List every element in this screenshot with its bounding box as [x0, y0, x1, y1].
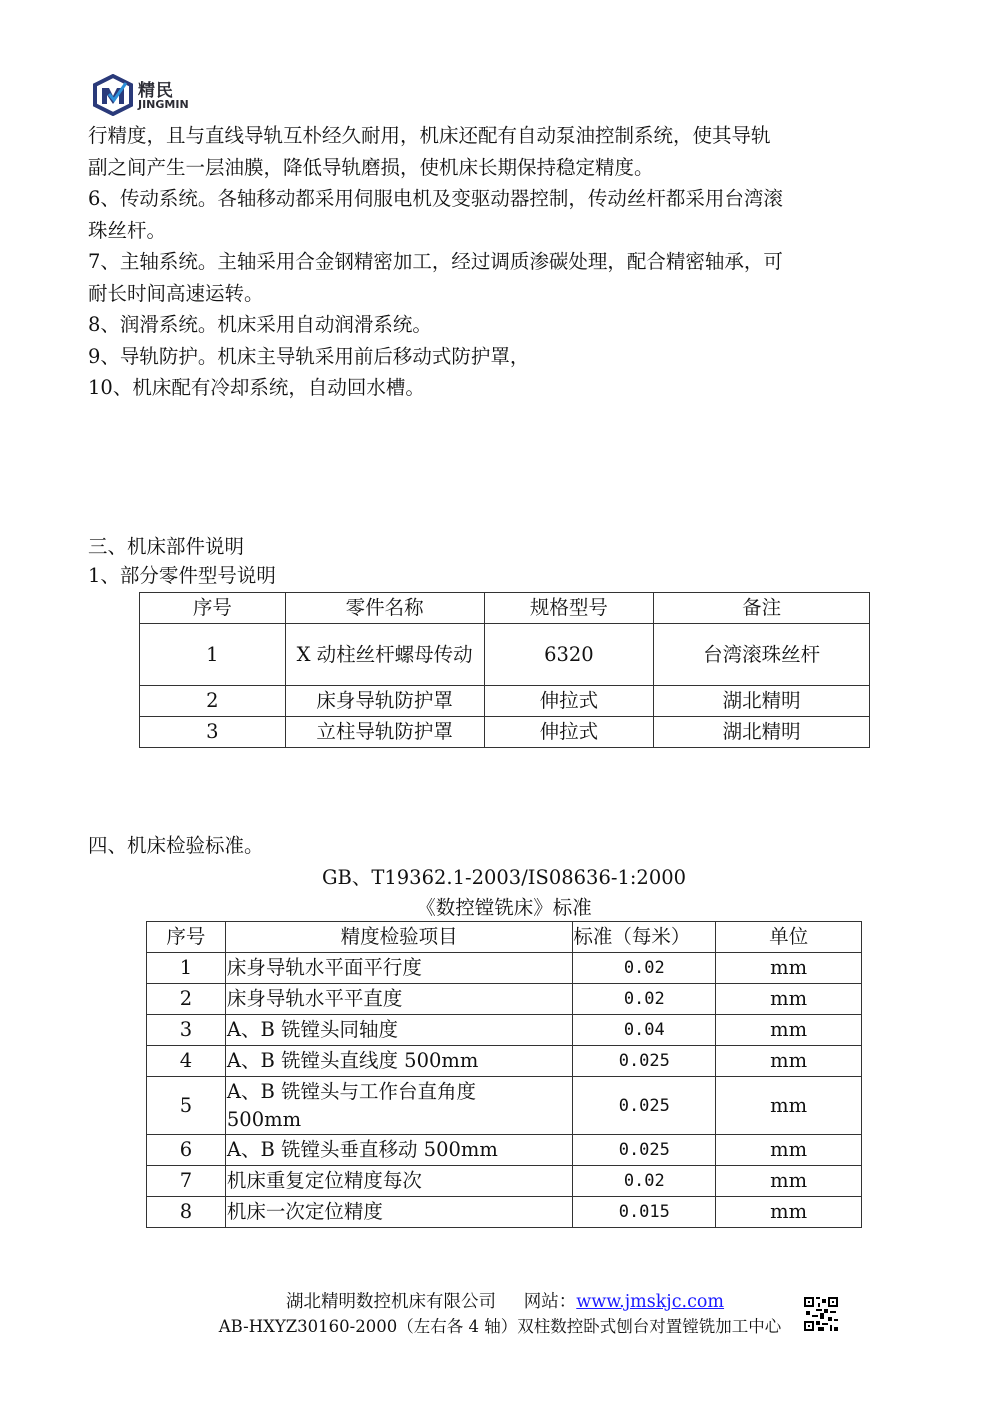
- table-row: [140, 686, 870, 717]
- cell-item: A、B 铣镗头直线度 500mm: [225, 1046, 573, 1077]
- cell-index: 7: [147, 1166, 226, 1197]
- cell-unit: mm: [716, 1166, 862, 1197]
- cell-part-name: 床身导轨防护罩: [285, 686, 484, 717]
- cell-item: A、B 铣镗头同轴度: [225, 1015, 573, 1046]
- section3-title: 三、机床部件说明: [88, 535, 245, 558]
- text-line: 副之间产生一层油膜，降低导轨磨损，使机床长期保持稳定精度。: [88, 155, 654, 179]
- text-line: 7、主轴系统。主轴采用合金钢精密加工，经过调质渗碳处理，配合精密轴承，可: [88, 250, 783, 273]
- cell-note: 湖北精明: [654, 686, 870, 717]
- cell-unit: mm: [716, 953, 862, 984]
- cell-item: A、B 铣镗头与工作台直角度 500mm: [225, 1077, 573, 1135]
- cell-tolerance: 0.025: [573, 1135, 716, 1166]
- footer-website-label: 网站：: [523, 1292, 577, 1312]
- section3-subtitle: 1、部分零件型号说明: [88, 564, 276, 587]
- cell-index: 8: [147, 1197, 226, 1228]
- cell-part-name: 立柱导轨防护罩: [285, 717, 484, 748]
- text-line: 珠丝杆。: [88, 218, 167, 242]
- cell-index: 6: [147, 1135, 226, 1166]
- table-row: [147, 1197, 862, 1228]
- header-cell: 单位: [716, 922, 862, 953]
- cell-item: 床身导轨水平面平行度: [225, 953, 573, 984]
- intro-paragraphs: [88, 120, 928, 404]
- cell-index: 1: [140, 624, 286, 686]
- cell-index: 3: [147, 1015, 226, 1046]
- table-row: [147, 1166, 862, 1197]
- cell-spec: 伸拉式: [484, 717, 654, 748]
- text-line: 10、机床配有冷却系统，自动回水槽。: [88, 376, 425, 399]
- cell-item: A、B 铣镗头垂直移动 500mm: [225, 1135, 573, 1166]
- header-cell: 零件名称: [285, 593, 484, 624]
- table-row: [140, 717, 870, 748]
- table-row: [147, 1046, 862, 1077]
- cell-index: 4: [147, 1046, 226, 1077]
- text-line: 9、导轨防护。机床主导轨采用前后移动式防护罩，: [88, 344, 530, 368]
- table-row: [147, 984, 862, 1015]
- cell-note: 湖北精明: [654, 717, 870, 748]
- cell-tolerance: 0.025: [573, 1046, 716, 1077]
- table-row: [147, 1077, 862, 1135]
- table-row: [147, 1015, 862, 1046]
- inspection-table: [146, 921, 862, 1228]
- standard-code: GB、T19362.1-2003/IS08636-1:2000: [321, 866, 687, 889]
- cell-unit: mm: [716, 984, 862, 1015]
- table-row: [147, 953, 862, 984]
- cell-item: 床身导轨水平平直度: [225, 984, 573, 1015]
- cell-index: 2: [147, 984, 226, 1015]
- cell-tolerance: 0.02: [573, 953, 716, 984]
- cell-tolerance: 0.02: [573, 984, 716, 1015]
- cell-unit: mm: [716, 1135, 862, 1166]
- logo-chinese-text: 精民: [138, 81, 174, 101]
- logo-english-text: JINGMIN: [138, 98, 189, 111]
- cell-item: 机床一次定位精度: [225, 1197, 573, 1228]
- header-cell: 序号: [140, 593, 286, 624]
- section4-title: 四、机床检验标准。: [88, 834, 264, 857]
- header-cell: 序号: [147, 922, 226, 953]
- cell-item: 机床重复定位精度每次: [225, 1166, 573, 1197]
- cell-unit: mm: [716, 1197, 862, 1228]
- cell-index: 1: [147, 953, 226, 984]
- cell-unit: mm: [716, 1046, 862, 1077]
- header-cell: 精度检验项目: [225, 922, 573, 953]
- cell-index: 3: [140, 717, 286, 748]
- table-row: [140, 624, 870, 686]
- parts-table: [139, 592, 870, 748]
- footer-company: 湖北精明数控机床有限公司: [285, 1292, 496, 1312]
- cell-tolerance: 0.015: [573, 1197, 716, 1228]
- cell-unit: mm: [716, 1077, 862, 1135]
- cell-index: 5: [147, 1077, 226, 1135]
- text-line: 行精度，且与直线导轨互朴经久耐用，机床还配有自动泵油控制系统，使其导轨: [88, 124, 771, 147]
- cell-note: 台湾滚珠丝杆: [654, 624, 870, 686]
- header-cell: 规格型号: [484, 593, 654, 624]
- cell-tolerance: 0.04: [573, 1015, 716, 1046]
- header-cell: 备注: [654, 593, 870, 624]
- footer-website-link[interactable]: www.jmskjc.com: [576, 1292, 725, 1312]
- table-row: [147, 1135, 862, 1166]
- cell-spec: 6320: [484, 624, 654, 686]
- qr-code-icon: [804, 1297, 838, 1331]
- footer-model-line: AB-HXYZ30160-2000（左右各 4 轴）双柱数控卧式刨台对置镗铣加工中心: [218, 1317, 782, 1336]
- cell-tolerance: 0.025: [573, 1077, 716, 1135]
- cell-unit: mm: [716, 1015, 862, 1046]
- cell-tolerance: 0.02: [573, 1166, 716, 1197]
- standard-name: 《数控镗铣床》标准: [416, 896, 592, 919]
- text-line: 8、润滑系统。机床采用自动润滑系统。: [88, 313, 432, 336]
- table-header-row: [140, 593, 870, 624]
- text-line: 耐长时间高速运转。: [88, 281, 264, 305]
- table-header-row: [147, 922, 862, 953]
- logo-hex-icon: [92, 74, 134, 116]
- text-line: 6、传动系统。各轴移动都采用伺服电机及变驱动器控制，传动丝杆都采用台湾滚: [88, 187, 783, 210]
- cell-part-name: X 动柱丝杆螺母传动: [285, 624, 484, 686]
- cell-spec: 伸拉式: [484, 686, 654, 717]
- header-cell: 标准（每米）: [573, 922, 716, 953]
- footer-company-line: [0, 1288, 1000, 1313]
- company-logo: [92, 74, 232, 116]
- cell-index: 2: [140, 686, 286, 717]
